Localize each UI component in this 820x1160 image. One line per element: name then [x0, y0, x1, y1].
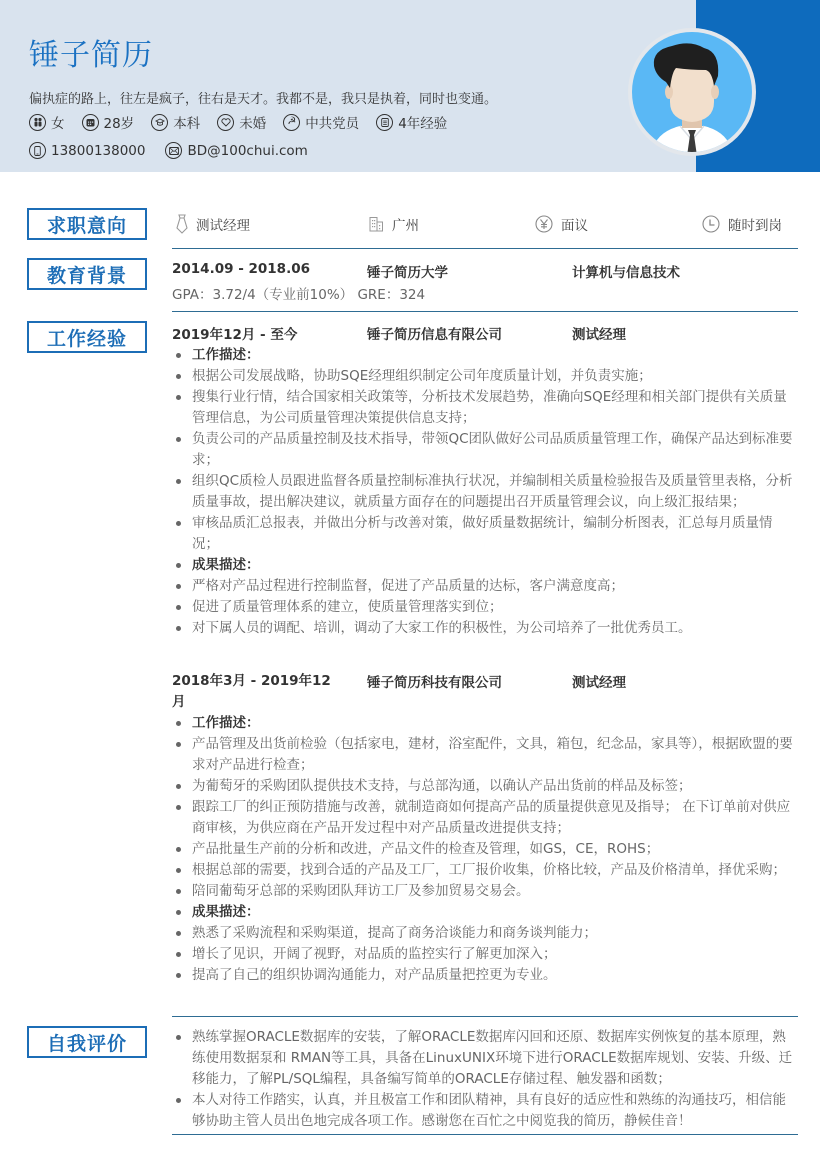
list-item: 根据公司发展战略，协助SQE经理组织制定公司年度质量计划，并负责实施；: [172, 366, 798, 387]
section-title-job-intent: 求职意向: [27, 208, 147, 240]
list-item: 陪同葡萄牙总部的采购团队拜访工厂及参加贸易交易会。: [172, 881, 798, 902]
education-period: 2014.09 - 2018.06: [172, 261, 310, 277]
list-item: 本人对待工作踏实，认真，并且极富工作和团队精神，具有良好的适应性和熟练的沟通技巧，相信能够协助主管人员出色地完成各项工作。感谢您在百忙之中阅览我的简历，静候佳音！: [172, 1090, 798, 1132]
job-position: 测试经理: [572, 327, 626, 343]
job-company: 锤子简历科技有限公司: [367, 675, 502, 691]
divider: [172, 1016, 798, 1017]
list-item: 产品管理及出货前检验（包括家电，建材，浴室配件，文具，箱包，纪念品，家具等），根据欧盟的要求对产品进行检查；: [172, 734, 798, 776]
building-icon: [369, 216, 384, 232]
email-icon: [165, 142, 182, 159]
divider: [172, 311, 798, 312]
list-item: 跟踪工厂的纠正预防措施与改善，就制造商如何提高产品的质量提供意见及指导； 在下订单前对供应商审核，为供应商在产品开发过程中对产品质量改进提供支持；: [172, 797, 798, 839]
motto: 偏执症的路上，往左是疯子，往右是天才。我都不是，我只是执着，同时也变通。: [29, 92, 498, 107]
list-item: 审核品质汇总报表，并做出分析与改善对策，做好质量数据统计，编制分析图表，汇总每月质量情况；: [172, 513, 798, 555]
personal-info-row: [29, 112, 464, 132]
info-gender: 女: [29, 112, 65, 132]
list-item: 提高了自己的组织协调沟通能力，对产品质量把控更为专业。: [172, 965, 798, 986]
education-detail: GPA：3.72/4（专业前10%） GRE：324: [172, 287, 426, 303]
list-item: 组织QC质检人员跟进监督各质量控制标准执行状况，并编制相关质量检验报告及质量管里表格，分析质量事故，提出解决建议，就质量方面存在的问题提出召开质量管理会议，向上级汇报结果；: [172, 471, 798, 513]
document-icon: [376, 114, 393, 131]
section-title-work: 工作经验: [27, 321, 147, 353]
section-title-education: 教育背景: [27, 258, 147, 290]
list-item: 负责公司的产品质量控制及技术指导，带领QC团队做好公司品质质量管理工作，确保产品达到标准要求；: [172, 429, 798, 471]
info-age: 28岁: [82, 112, 135, 132]
education-school: 锤子简历大学: [367, 265, 448, 281]
list-item: 产品批量生产前的分析和改进，产品文件的检查及管理，如GS，CE，ROHS；: [172, 839, 798, 860]
avatar-image: [632, 32, 752, 152]
clock-icon: [702, 215, 720, 233]
intent-position: 测试经理: [176, 214, 250, 234]
job-company: 锤子简历信息有限公司: [367, 327, 502, 343]
list-item: 成果描述：: [172, 555, 798, 576]
phone-icon: [29, 142, 46, 159]
job-2-details: [172, 713, 798, 986]
self-evaluation-list: [172, 1027, 798, 1132]
list-item: 根据总部的需要，找到合适的产品及工厂，工厂报价收集，价格比较，产品及价格清单，择优采购；: [172, 860, 798, 881]
phone-number[interactable]: 13800138000: [51, 142, 146, 159]
divider: [172, 248, 798, 249]
list-item: 促进了质量管理体系的建立，使质量管理落实到位；: [172, 597, 798, 618]
info-marital: 未婚: [217, 112, 266, 132]
job-position: 测试经理: [572, 675, 626, 691]
info-education: 本科: [151, 112, 200, 132]
job-period: 2018年3月 - 2019年12月: [172, 673, 331, 710]
info-phone: [29, 142, 145, 159]
yen-icon: [535, 215, 553, 233]
divider: [172, 1134, 798, 1135]
gender-icon: [29, 114, 46, 131]
tie-icon: [176, 214, 188, 234]
list-item: 工作描述：: [172, 713, 798, 734]
info-experience: 4年经验: [376, 112, 447, 132]
job-period: 2019年12月 - 至今: [172, 327, 298, 343]
list-item: 对下属人员的调配、培训，调动了大家工作的积极性，为公司培养了一批优秀员工。: [172, 618, 798, 639]
intent-availability: 随时到岗: [702, 214, 782, 234]
job-1-details: [172, 345, 798, 639]
info-email: [165, 142, 307, 159]
section-title-self-evaluation: 自我评价: [27, 1026, 147, 1058]
email-address[interactable]: BD@100chui.com: [187, 142, 308, 159]
info-party: ☭ 中共党员: [283, 112, 359, 132]
list-item: 熟悉了采购流程和采购渠道，提高了商务洽谈能力和商务谈判能力；: [172, 923, 798, 944]
list-item: 搜集行业行情，结合国家相关政策等，分析技术发展趋势，准确向SQE经理和相关部门提供有关质量管理信息，为公司质量管理决策提供信息支持；: [172, 387, 798, 429]
intent-city: 广州: [369, 214, 419, 234]
list-item: 工作描述：: [172, 345, 798, 366]
list-item: 成果描述：: [172, 902, 798, 923]
list-item: 严格对产品过程进行控制监督，促进了产品质量的达标，客户满意度高；: [172, 576, 798, 597]
calendar-icon: [82, 114, 99, 131]
contact-info-row: [29, 142, 325, 159]
party-emblem-icon: ☭: [283, 114, 300, 131]
education-major: 计算机与信息技术: [572, 265, 680, 281]
list-item: 增长了见识，开阔了视野，对品质的监控实行了解更加深入；: [172, 944, 798, 965]
resume-title: 锤子简历: [29, 38, 153, 73]
heart-icon: [217, 114, 234, 131]
avatar: [628, 28, 756, 156]
list-item: 熟练掌握ORACLE数据库的安装，了解ORACLE数据库闪回和还原、数据库实例恢复的基本原理，熟练使用数据泵和 RMAN等工具，具备在LinuxUNIX环境下进行ORACLE数据库规划、安装、升级、迁移能力，了解PL/SQL编程，具备编写简单的ORACLE存储过程、触发器和函数；: [172, 1027, 798, 1090]
graduation-cap-icon: [151, 114, 168, 131]
intent-salary: 面议: [535, 214, 588, 234]
list-item: 为葡萄牙的采购团队提供技术支持，与总部沟通，以确认产品出货前的样品及标签；: [172, 776, 798, 797]
